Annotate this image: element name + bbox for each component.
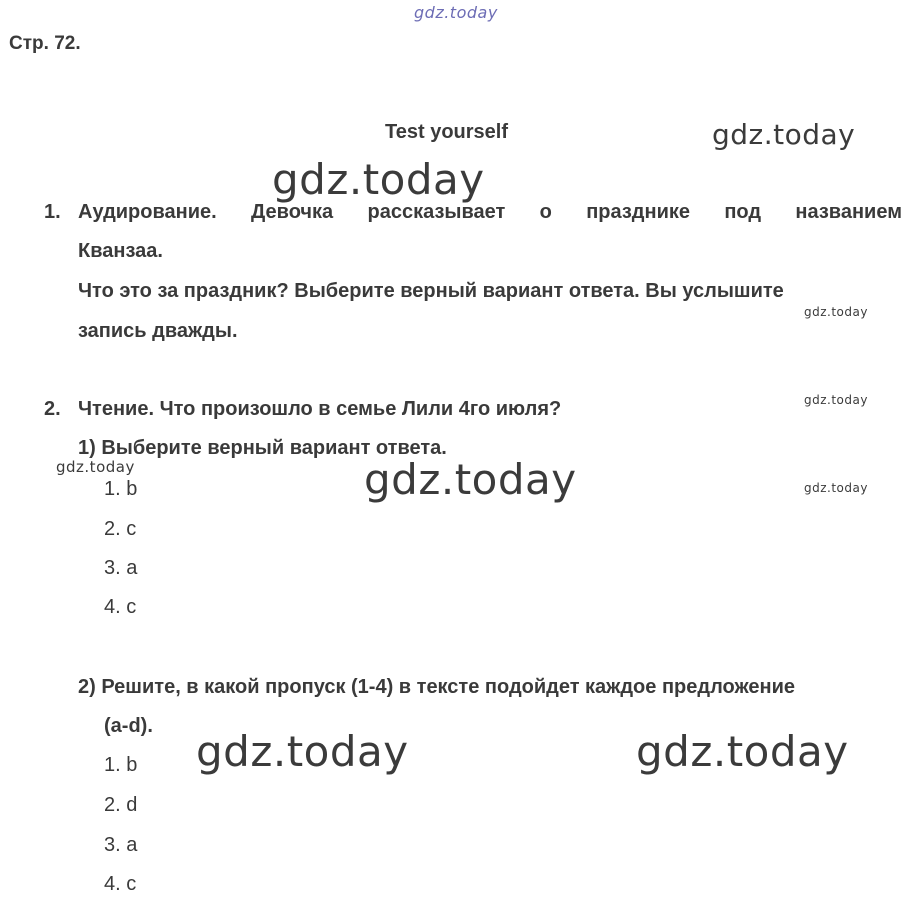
subtask-2-title: (a-d). [104, 715, 153, 737]
watermark-small: gdz.today [804, 305, 868, 319]
answer-item: 2. c [104, 518, 137, 540]
watermark-large: gdz.today [364, 455, 577, 504]
page-title: Test yourself [385, 121, 508, 143]
answer-item: 4. c [104, 596, 137, 618]
subtask-1-title: 1) Выберите верный вариант ответа. [78, 437, 447, 459]
watermark-top: gdz.today [414, 3, 498, 22]
watermark-small: gdz.today [56, 458, 135, 476]
watermark-large: gdz.today [636, 727, 849, 776]
task-line: Аудирование. Девочка рассказывает о празднике под названием [78, 201, 902, 223]
watermark-small: gdz.today [804, 481, 868, 495]
answer-item: 3. a [104, 834, 138, 856]
subtask-2-title: 2) Решите, в какой пропуск (1-4) в тексте подойдет каждое предложение [78, 676, 796, 698]
answer-item: 4. c [104, 873, 137, 895]
task-number: 1. [44, 201, 61, 223]
watermark-large: gdz.today [272, 155, 485, 204]
answer-item: 1. b [104, 478, 138, 500]
task-line: Что это за праздник? Выберите верный вариант ответа. Вы услышите [78, 280, 784, 302]
watermark-large: gdz.today [196, 727, 409, 776]
watermark-medium: gdz.today [712, 118, 856, 151]
answer-item: 3. a [104, 557, 138, 579]
page-label: Стр. 72. [9, 33, 81, 54]
answer-item: 2. d [104, 794, 138, 816]
answer-item: 1. b [104, 754, 138, 776]
task-number: 2. [44, 398, 61, 420]
watermark-small: gdz.today [804, 393, 868, 407]
task-line: Кванзаа. [78, 240, 163, 262]
task-line: Чтение. Что произошло в семье Лили 4го июля? [78, 398, 562, 420]
task-line: запись дважды. [78, 320, 238, 342]
